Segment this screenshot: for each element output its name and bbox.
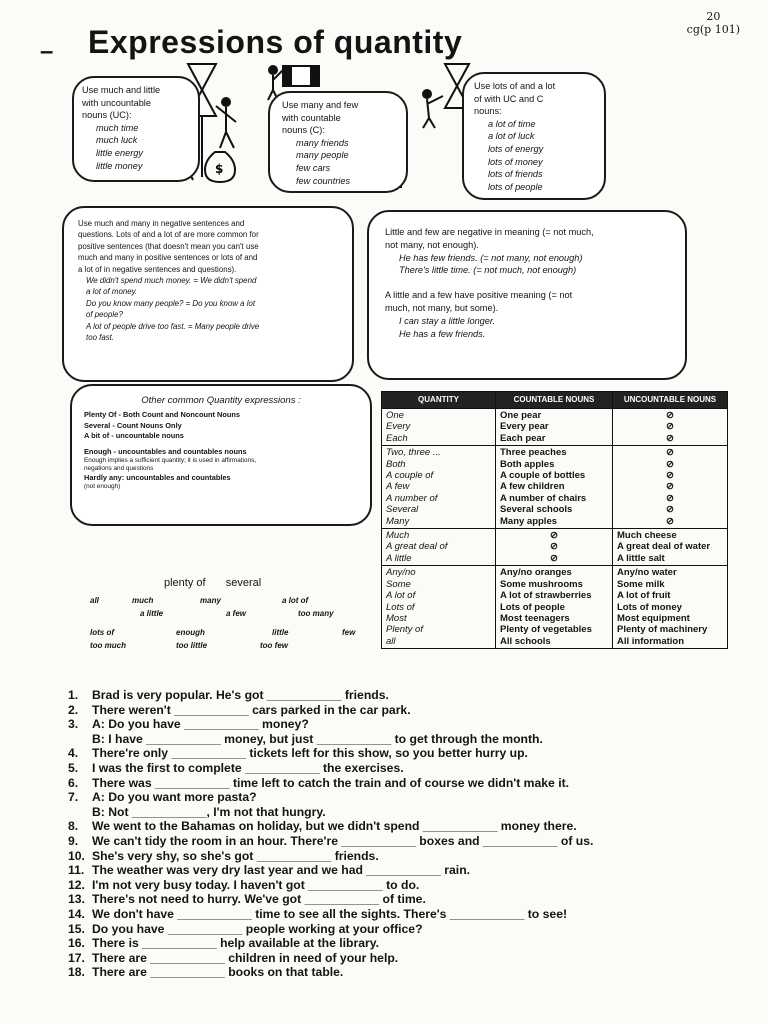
much-little-example: much luck [96,135,138,146]
exercise-number: 12. [68,877,85,892]
page-title: Expressions of quantity [88,24,463,60]
lots-of-example: lots of friends [488,169,543,180]
much-little-intro-1: Use much and little [82,85,161,95]
countable-example: Plenty of vegetables [500,624,592,636]
much-little-example: little energy [96,147,143,158]
table-row [382,446,728,529]
countable-example: Some mushrooms [500,578,583,590]
countable-example: Three peaches [500,447,567,459]
much-little-intro-2: with uncountable [82,97,151,108]
much-little-intro-3: nouns (UC): [82,110,132,121]
quantity-word: A few [386,481,410,493]
exercise-item [68,717,738,732]
quantity-cell [382,566,496,649]
countable-cell [496,529,613,566]
countable-example: A number of chairs [500,492,587,504]
word-bank-word: enough [176,628,205,637]
uncountable-example: Some milk [617,578,665,590]
not-allowed-icon: ⊘ [550,552,558,564]
negative-sentences-box [62,206,354,382]
exercise-item [68,863,738,878]
not-allowed-icon: ⊘ [666,458,674,470]
quantity-word: A great deal of [386,541,448,553]
countable-example: A couple of bottles [500,470,586,482]
exercise-text: She's very shy, so she's got ___________ friends. [92,848,379,863]
word-bank-top [164,577,261,589]
exercise-text: We can't tidy the room in an hour. There're ___________ boxes and ___________ of us. [92,833,594,848]
other-expression-item: Plenty Of - Both Count and Noncount Nouns [84,410,241,420]
exercise-item [68,732,738,747]
many-few-intro-2: with countable [282,112,341,123]
countable-example: Lots of people [500,601,565,613]
quantity-cell [382,409,496,446]
much-little-box [72,76,200,182]
exercise-text: B: Not ___________, I'm not that hungry. [92,804,326,819]
quantity-cell [382,446,496,529]
uncountable-example: Most equipment [617,612,690,624]
exercise-item [68,878,738,893]
exercise-item [68,936,738,951]
little-few-example: He has few friends. (= not many, not enough) [399,252,583,263]
table-header-quantity: QUANTITY [382,392,496,409]
negative-example-line: We didn't spend much money. = We didn't spend [86,276,257,286]
many-few-example: many people [296,150,349,161]
countable-example: Both apples [500,458,555,470]
lots-of-example: lots of people [488,181,543,192]
exercise-item [68,790,738,805]
countable-cell [496,566,613,649]
quantity-word: Several [386,504,419,516]
much-little-example: much time [96,122,139,133]
svg-text:$: $ [215,162,224,176]
not-allowed-icon: ⊘ [666,515,674,527]
exercise-item [68,805,738,820]
countable-example: All schools [500,635,551,647]
exercise-text: There's not need to hurry. We've got ___________ of time. [92,892,426,907]
exercise-item [68,965,738,980]
exercise-item [68,951,738,966]
negative-example-line: Do you know many people? = Do you know a lot [86,298,256,308]
lots-of-example: a lot of luck [488,131,535,142]
exercise-item [68,849,738,864]
quantity-word: Both [386,458,406,470]
much-little-example: little money [96,160,143,171]
exercise-item [68,703,738,718]
exercise-number: 10. [68,848,85,863]
table-header-row [382,392,728,409]
quantity-word: Two, three ... [386,447,441,459]
word-bank-word: many [200,596,221,605]
exercise-item [68,688,738,703]
countable-cell [496,446,613,529]
table-row [382,529,728,566]
negative-rule-line: much and many in positive sentences or lots of and [78,253,258,263]
exercise-item [68,834,738,849]
word-bank-word: too few [260,641,288,650]
uncountable-example: Plenty of machinery [617,624,708,636]
quantity-word: Most [386,612,407,624]
lots-of-example: lots of energy [488,143,544,154]
lots-of-intro-2: of with UC and C [474,93,544,104]
countable-example: Many apples [500,515,558,527]
exercise-text: We don't have ___________ time to see all the sights. There's ___________ to see! [92,906,568,921]
quantity-word: Any/no [386,567,416,579]
quantity-word: Lots of [386,601,415,613]
lots-of-example: lots of money [488,156,543,167]
uncountable-cell [613,446,728,529]
lots-of-intro-1: Use lots of and a lot [474,81,556,91]
other-expression-item: A bit of - uncountable nouns [84,431,184,441]
exercise-number: 4. [68,746,79,761]
exercise-item [68,819,738,834]
not-allowed-icon: ⊘ [666,410,674,421]
word-bank-word: lots of [90,628,114,637]
table-header-uncountable: UNCOUNTABLE NOUNS [613,392,728,409]
exercise-number: 14. [68,906,85,921]
lots-of-box [462,72,606,200]
quantity-word: One [386,410,404,421]
quantity-word: A number of [386,492,438,504]
uncountable-example: Lots of money [617,601,682,613]
exercise-item [68,776,738,791]
exercise-text: Brad is very popular. He's got ___________ friends. [92,688,389,702]
other-expression-note: Enough implies a sufficient quantity; it is used in affirmations, [84,457,257,465]
exercise-text: There weren't ___________ cars parked in the car park. [92,702,411,717]
exercise-text: There was ___________ time left to catch the train and of course we didn't make it. [92,775,570,790]
countable-cell [496,409,613,446]
not-allowed-icon: ⊘ [666,504,674,516]
quantity-word: Plenty of [386,624,423,636]
uncountable-cell [613,529,728,566]
exercise-list [68,688,738,980]
negative-example-line: too fast. [86,333,115,343]
exercise-number: 2. [68,702,79,717]
a-little-few-example: He has a few friends. [399,328,486,339]
negative-rule-line: Use much and many in negative sentences and [78,219,245,228]
little-few-line: not many, not enough). [385,239,479,250]
quantity-word: A little [386,552,412,564]
word-bank-word: few [342,628,356,637]
exercise-number: 11. [68,863,85,878]
a-little-few-example: I can stay a little longer. [399,315,496,326]
exercise-text: A: Do you want more pasta? [92,790,257,805]
exercise-number: 9. [68,833,79,848]
word-bank-word: a little [140,609,164,618]
many-few-intro-3: nouns (C): [282,125,325,136]
uncountable-example: Much cheese [617,530,677,542]
exercise-text: There are ___________ children in need of your help. [92,950,399,965]
word-bank-word: much [132,596,154,605]
quantity-cell [382,529,496,566]
word-bank-word: too many [298,609,334,618]
table-row [382,409,728,446]
exercise-item [68,761,738,776]
negative-example-line: a lot of money. [86,287,138,297]
other-expressions-heading: Other common Quantity expressions : [141,395,301,406]
exercise-number: 17. [68,950,85,965]
many-few-example: few cars [296,162,331,173]
a-little-few-line: much, not many, but some). [385,302,499,313]
little-few-meaning-box [367,210,687,380]
negative-rule-line: positive sentences (that doesn't mean you can't use [78,241,259,251]
quantity-word: all [386,635,396,647]
other-expression-note: negations and questions [84,465,154,473]
lots-of-intro-3: nouns: [474,106,502,117]
table-row [382,566,728,649]
exercise-number: 5. [68,760,79,775]
many-few-intro-1: Use many and few [282,100,359,110]
exercise-number: 16. [68,936,85,951]
uncountable-example: All information [617,635,685,647]
exercise-text: I'm not very busy today. I haven't got ___________ to do. [92,877,420,892]
handwritten-page-number: 20 [706,10,721,23]
countable-example: Any/no oranges [500,567,572,579]
many-few-box [268,91,408,193]
word-bank-word: plenty of [164,577,206,589]
countable-example: A lot of strawberries [500,590,592,602]
lots-of-example: a lot of time [488,118,536,129]
not-allowed-icon: ⊘ [550,530,558,542]
exercise-number: 6. [68,775,79,790]
countable-example: Most teenagers [500,612,570,624]
exercise-number: 8. [68,819,79,834]
exercise-number: 13. [68,892,85,907]
quantity-word: Some [386,578,411,590]
table-header-countable: COUNTABLE NOUNS [496,392,613,409]
little-few-line: Little and few are negative in meaning (= not much, [385,227,594,237]
negative-example-line: of people? [86,310,123,320]
a-little-few-line: A little and a few have positive meaning (= not [385,290,573,301]
not-allowed-icon: ⊘ [666,470,674,482]
countable-example: One pear [500,410,542,421]
exercise-number: 1. [68,688,79,702]
other-expression-note: (not enough) [84,483,121,491]
little-few-example: There's little time. (= not much, not enough) [399,265,577,276]
many-few-example: many friends [296,137,349,148]
countable-example: Every pear [500,421,549,433]
word-bank-word: too little [176,641,208,650]
countable-example: Each pear [500,432,546,444]
other-expression-item: Enough - uncountables and countables nouns [84,446,247,456]
exercise-text: We went to the Bahamas on holiday, but we didn't spend ___________ money there. [92,819,577,834]
exercise-number: 18. [68,965,85,980]
exercise-number: 3. [68,717,79,732]
exercise-text: A: Do you have ___________ money? [92,717,309,732]
not-allowed-icon: ⊘ [666,447,674,459]
exercise-item [68,922,738,937]
many-few-example: few countries [296,175,351,186]
exercise-text: There are ___________ books on that table. [92,965,344,980]
not-allowed-icon: ⊘ [666,492,674,504]
other-expression-item: Several - Count Nouns Only [84,420,182,430]
title-dash: – [40,38,54,65]
handwritten-reference: cg(p 101) [686,23,740,36]
quantity-word: Much [386,530,410,542]
uncountable-cell [613,409,728,446]
negative-rule-line: questions. Lots of and a lot of are more common for [78,230,259,240]
word-bank-word: too much [90,641,126,650]
countable-example: Several schools [500,504,573,516]
uncountable-cell [613,566,728,649]
exercise-text: I was the first to complete ___________ the exercises. [92,760,404,775]
exercise-text: There is ___________ help available at the library. [92,936,380,951]
word-bank-word: several [225,577,262,589]
not-allowed-icon: ⊘ [666,432,674,444]
quantity-word: A lot of [386,590,416,602]
exercise-item [68,746,738,761]
exercise-text: Do you have ___________ people working at your office? [92,921,423,936]
quantity-word: Many [386,515,410,527]
uncountable-example: A great deal of water [617,541,711,553]
exercise-text: The weather was very dry last year and we had ___________ rain. [92,863,471,878]
exercise-number: 15. [68,921,85,936]
not-allowed-icon: ⊘ [666,421,674,433]
exercise-item [68,907,738,922]
other-expressions-box [70,384,372,526]
exercise-text: There're only ___________ tickets left for this show, so you better hurry up. [92,746,528,761]
negative-example-line: A lot of people drive too fast. = Many people drive [86,321,260,331]
exercise-text: B: I have ___________ money, but just ___________ to get through the month. [92,731,543,746]
uncountable-example: A little salt [617,552,665,564]
quantity-word: Each [386,432,408,444]
handwritten-note [687,10,740,36]
quantity-word: A couple of [386,470,434,482]
uncountable-example: Any/no water [617,567,677,579]
not-allowed-icon: ⊘ [666,481,674,493]
word-bank-word: a few [226,609,247,618]
not-allowed-icon: ⊘ [550,541,558,553]
other-expression-item: Hardly any: uncountables and countables [84,473,231,483]
exercise-item [68,892,738,907]
word-bank-word: all [90,596,99,605]
exercise-number: 7. [68,790,79,805]
negative-rule-line: a lot of in negative sentences and questions). [78,264,237,274]
uncountable-example: A lot of fruit [617,590,671,602]
word-bank-word: little [272,628,289,637]
quantity-word: Every [386,421,411,433]
countable-example: A few children [500,481,565,493]
word-bank-word: a lot of [282,596,309,605]
quantity-table [381,391,728,649]
